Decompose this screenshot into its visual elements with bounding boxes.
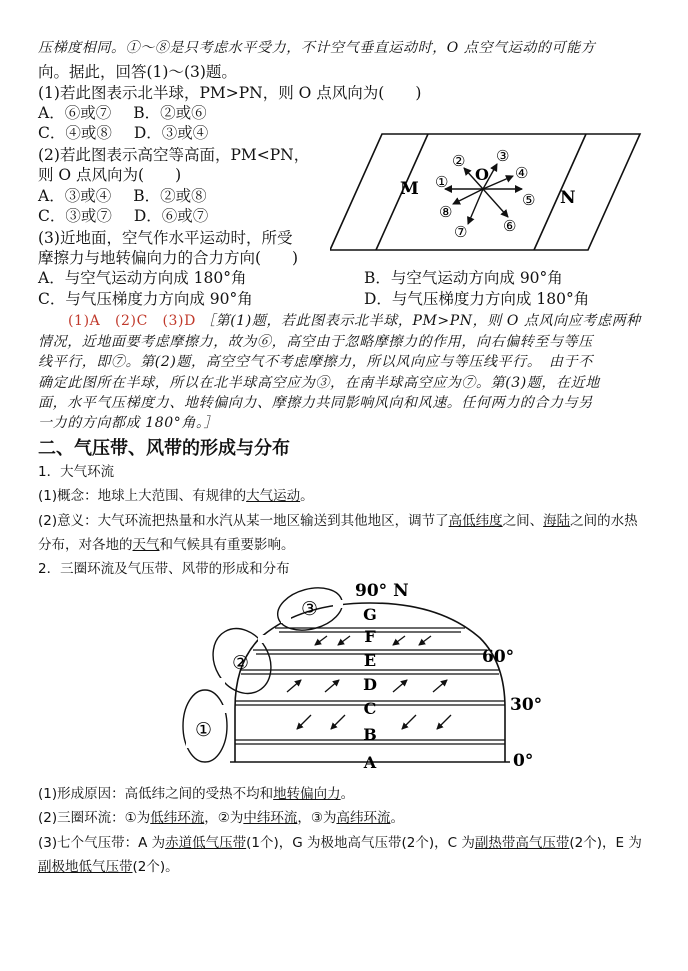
term-coriolis: 地转偏向力	[273, 786, 341, 802]
num-6: ⑥	[503, 217, 517, 235]
s1-p2-text: (2)意义：大气环流把热量和水汽从某一地区输送到其他地区，调节了	[38, 513, 449, 529]
term-weather: 天气	[132, 537, 160, 553]
q2-options-ab	[38, 186, 207, 206]
q2-stem-2: 则 O 点风向为( )	[38, 166, 182, 184]
arrow-8	[453, 189, 483, 204]
s1-paragraph-3	[38, 535, 295, 555]
answer-keys: (1)A (2)C (3)D	[68, 313, 196, 329]
q2-option-d: D．⑥或⑦	[133, 207, 209, 225]
pressure-belt-letters	[363, 605, 377, 772]
q2-stem-1: (2)若此图表示高空等高面，PM<PN，	[38, 146, 310, 164]
answer-line-2: 情况，近地面要考虑摩擦力，故为⑥，高空由于忽略摩擦力的作用，向右偏转至与等压	[38, 334, 593, 350]
s1-p2-end: 之间的水热	[570, 513, 638, 529]
lat-30-label: 30°	[510, 695, 543, 715]
term-subpolar-low: 副极地低气压带	[38, 859, 133, 875]
term-atmospheric-motion: 大气运动	[246, 488, 301, 504]
answer-line-6: 一力的方向都成 180°角。］	[38, 415, 219, 431]
q3-stem-2: 摩擦力与地转偏向力的合力方向( )	[38, 249, 299, 267]
section-2-title: 二、气压带、风带的形成与分布	[38, 438, 290, 459]
f4-end: (2个)。	[132, 859, 179, 875]
q1-options-ab	[38, 103, 207, 123]
answer-line-5: 面，水平气压梯度力、地转偏向力、摩擦力共同影响风向和风速。任何两力的合力与另	[38, 395, 593, 411]
q3-option-a: A．与空气运动方向成 180°角	[38, 269, 247, 287]
q1-stem: (1)若此图表示北半球，PM>PN，则 O 点风向为( )	[38, 84, 422, 102]
q1-options-cd	[38, 123, 208, 143]
answer-line-3: 线平行，即⑦。第(2)题，高空空气不考虑摩擦力，所以风向应与等压线平行。 由于不	[38, 354, 593, 370]
three-cells	[38, 808, 404, 828]
lat-90-label: 90° N	[355, 581, 409, 601]
q1-option-b: B．②或⑥	[133, 104, 207, 122]
s1-title: 1．大气环流	[38, 464, 115, 480]
isobar-wind-direction-diagram	[330, 128, 642, 256]
q2-option-c: C．③或⑦	[38, 207, 112, 225]
f2-end: 。	[390, 810, 404, 826]
belt-letter-f: F	[364, 627, 376, 646]
formation-cause	[38, 784, 354, 804]
belt-letter-g: G	[363, 605, 377, 624]
q3-option-d: D．与气压梯度力方向成 180°角	[364, 290, 590, 308]
f2-sep-2: ，③为	[297, 810, 337, 826]
intro-line-2: 向。据此，回答(1)～(3)题。	[38, 63, 237, 81]
num-2: ②	[452, 152, 466, 170]
q2-option-a: A．③或④	[38, 187, 112, 205]
q1-option-d: D．③或④	[133, 124, 209, 142]
f3-mid: (1个)，G 为极地高气压带(2个)，C 为	[246, 835, 475, 851]
num-5: ⑤	[522, 191, 536, 209]
f2-text: (2)三圈环流：①为	[38, 810, 151, 826]
num-1: ①	[435, 173, 449, 191]
belt-letter-e: E	[363, 651, 377, 670]
term-mid-lat-cell: 中纬环流	[243, 810, 298, 826]
seven-belts	[38, 833, 642, 853]
term-land-sea: 海陆	[543, 513, 571, 529]
s2-title: 2．三圈环流及气压带、风带的形成和分布	[38, 561, 290, 577]
label-n: N	[560, 188, 576, 208]
belt-letter-a: A	[363, 753, 377, 772]
s1-p2-mid: 之间、	[502, 513, 544, 529]
s1-paragraph-2	[38, 511, 638, 531]
num-3: ③	[496, 147, 510, 165]
s1-p1-text: (1)概念：地球上大范围、有规律的	[38, 488, 247, 504]
belt-letter-b: B	[363, 725, 377, 744]
intro-line-1: 压梯度相同。①～⑧是只考虑水平受力，不计空气垂直运动时，O 点空气运动的可能方	[38, 40, 596, 56]
term-subtropical-high: 副热带高气压带	[474, 835, 570, 851]
s1-p3-end: 和气候具有重要影响。	[159, 537, 295, 553]
f3-text: (3)七个气压带：A 为	[38, 835, 166, 851]
label-o: O	[475, 165, 489, 184]
label-m: M	[400, 179, 419, 199]
three-cell-circulation-diagram	[175, 578, 555, 774]
lat-60-label: 60°	[482, 647, 515, 667]
q3-option-c: C．与气压梯度力方向成 90°角	[38, 290, 253, 308]
belt-letter-c: C	[363, 699, 377, 718]
term-latitudes: 高低纬度	[448, 513, 503, 529]
q1-option-c: C．④或⑧	[38, 124, 112, 142]
num-7: ⑦	[454, 223, 468, 241]
q3-option-b: B．与空气运动方向成 90°角	[364, 269, 563, 287]
term-high-lat-cell: 高纬环流	[336, 810, 391, 826]
f1-end: 。	[340, 786, 355, 802]
s1-p1-end: 。	[300, 488, 314, 504]
term-equatorial-low: 赤道低气压带	[165, 835, 247, 851]
q1-option-a: A．⑥或⑦	[38, 104, 112, 122]
q2-options-cd	[38, 206, 208, 226]
num-8: ⑧	[439, 203, 453, 221]
cell-2-label: ②	[232, 652, 250, 674]
answer-line-4: 确定此图所在半球，所以在北半球高空应为③，在南半球高空应为⑦。第(3)题，在近地	[38, 375, 600, 391]
arrow-7	[468, 189, 483, 224]
lat-0-label: 0°	[513, 751, 534, 771]
q3-stem-1: (3)近地面，空气作水平运动时，所受	[38, 229, 293, 247]
f2-sep-1: ，②为	[204, 810, 244, 826]
answer-line-1	[68, 311, 641, 331]
belt-letter-d: D	[363, 675, 377, 694]
s1-p3-text: 分布，对各地的	[38, 537, 133, 553]
cell-1-label: ①	[195, 719, 213, 741]
answer-explanation-1: ［第(1)题，若此图表示北半球，PM>PN，则 O 点风向应考虑两种	[201, 313, 641, 329]
f3-end: (2个)，E 为	[569, 835, 642, 851]
f1-text: (1)形成原因：高低纬之间的受热不均和	[38, 786, 274, 802]
cell-3-label: ③	[301, 598, 319, 620]
arrow-6	[483, 189, 508, 217]
term-low-lat-cell: 低纬环流	[150, 810, 205, 826]
latitude-labels	[355, 581, 542, 771]
s1-paragraph-1	[38, 486, 314, 506]
q2-option-b: B．②或⑧	[133, 187, 207, 205]
seven-belts-cont	[38, 857, 179, 877]
num-4: ④	[515, 164, 529, 182]
